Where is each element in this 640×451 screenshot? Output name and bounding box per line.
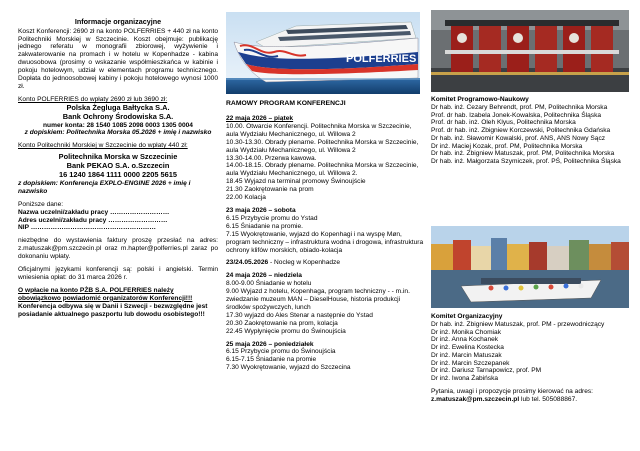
konto2-name1: Politechnika Morska w Szczecinie — [58, 152, 178, 162]
ferry-brand-text: POLFERRIES — [346, 53, 417, 65]
konto1-note: z dopiskiem: Politechnika Morska 05.2026 + imię i nazwisko — [24, 129, 212, 137]
form-line-2: Adres uczelni/zakładu pracy ……………………… — [18, 216, 168, 224]
form-line-3: NIP ………………………………………………… — [18, 224, 156, 232]
program-list — [226, 115, 424, 372]
invoice-note: niezbędne do wystawienia faktury proszę przesłać na adres: z.matuszak@pm.szczecin.pl oraz m.hapter@polferries.pl zaraz po dokonaniu wpłaty. — [18, 237, 218, 261]
committee-member: Dr inż. Monika Chomiak — [431, 328, 501, 336]
contact-phone: lub tel. 505088867. — [519, 395, 578, 403]
program-line: 6.15 Przybycie promu do Ystad — [226, 214, 318, 222]
committee-member: Dr hab. inż. Małgorzata Szymiczek, prof. PŚ, Politechnika Śląska — [431, 158, 621, 166]
program-heading: RAMOWY PROGRAM KONFERENCJI — [226, 100, 346, 107]
konto2-name2: Bank PEKAO S.A. o.Szczecin — [66, 161, 170, 171]
committee-member: Dr hab. inż. Cezary Behrendt, prof. PM, Politechnika Morska — [431, 103, 608, 111]
ferry-photo — [226, 12, 420, 94]
konto1-name1: Polska Żegluga Bałtycka S.A. — [66, 102, 170, 112]
program-line: 22.45 Wypłynięcie promu do Świnoujścia — [226, 327, 346, 335]
program-line: 6.15-7.15 Śniadanie na promie — [226, 356, 317, 364]
day-title: 25 maja 2026 – poniedziałek — [226, 340, 314, 348]
committee-member: Dr inż. Ewelina Kostecka — [431, 344, 504, 352]
program-line: 10.00. Otwarcie Konferencji. Politechnika Morska w Szczecinie, aula Wydziału Mechanicznego, ul. Willowa 2 — [226, 122, 412, 138]
konto1-name2: Bank Ochrony Środowiska S.A. — [62, 111, 174, 121]
day-title: 22 maja 2026 – piątek — [226, 115, 294, 122]
form-intro: Poniższe dane: — [18, 200, 64, 208]
program-line: 6.15 Śniadanie na promie. — [226, 222, 303, 230]
day-title: 24 maja 2026 – niedziela — [226, 272, 302, 280]
contact-email[interactable]: z.matuszak@pm.szczecin.pl — [431, 395, 520, 403]
committee-member: Dr hab. inż. Zbigniew Matuszak, prof. PM, Politechnika Morska — [431, 150, 615, 158]
program-line: 9.00 Wyjazd z hotelu, Kopenhaga, program techniczny - - m.in. zwiedzanie muzeum MAN – DieselHouse, historia produkcji środków spożywczych, lunch — [226, 288, 410, 311]
program-line: 21.30 Zaokrętowanie na prom — [226, 186, 314, 194]
program-line: 18.45 Wyjazd na terminal promowy Świnoujście — [226, 178, 366, 186]
info-column — [18, 18, 218, 451]
form-line-1: Nazwa uczelni/zakładu pracy ……………………… — [18, 208, 170, 216]
konto2-label: Konto Politechniki Morskiej w Szczecinie do wpłaty 440 zł: — [18, 142, 188, 150]
program-line: 8.00-9.00 Śniadanie w hotelu — [226, 280, 312, 288]
program-committee — [431, 96, 631, 166]
program-line: 17.30 wyjazd do Ales Stenar a następnie do Ystad — [226, 311, 373, 319]
org-committee-heading: Komitet Organizacyjny — [431, 313, 503, 320]
ferry-illustration — [226, 12, 420, 94]
program-line: 22.00 Kolacja — [226, 194, 266, 202]
organizing-committee — [431, 313, 631, 403]
harbor-illustration — [431, 226, 629, 308]
committee-member: Dr hab. inż. Sławomir Kowalski, prof. ANS, ANS Nowy Sącz — [431, 134, 606, 142]
info-heading: Informacje organizacyjne — [74, 18, 162, 26]
overnight-note: 23/24.05.2026 - Nocleg w Kopenhadze — [226, 259, 341, 267]
program-line: 20.30 Zaokrętowanie na prom, kolacja — [226, 319, 338, 327]
program-line: 13.30-14.00. Przerwa kawowa. — [226, 154, 317, 162]
committee-member: Prof. dr hab. inż. Zbigniew Korczewski, Politechnika Gdańska — [431, 127, 611, 135]
program-line: 7.15 Wyokrętowanie, wyjazd do Kopenhagi i na wyspę Møn, program techniczny – infrastruktura wodna i drogowa, infrastruktura ochrony klifów morskich, obiado-kolacja — [226, 230, 424, 254]
contact-text: Pytania, uwagi i propozycje prosimy kierować na adres: — [431, 387, 593, 395]
committee-member: Dr inż. Anna Kochanek — [431, 336, 499, 344]
konto1-label: Konto POLFERRIES do wpłaty 2690 zł lub 3690 zł: — [18, 95, 168, 103]
committee-member: Dr inż. Maciej Kozak, prof. PM, Politechnika Morska — [431, 142, 583, 150]
program-line: 10.30-13.30. Obrady plenarne. Politechnika Morska w Szczecinie, aula Wydziału Mechanicznego, ul. Willowa 2 — [226, 138, 419, 154]
konto2-note: z dopiskiem: Konferencja EXPLO-ENGINE 2026 + imię i nazwisko — [18, 179, 191, 195]
committee-member: Dr inż. Marcin Szczepanek — [431, 359, 510, 367]
konto2-number: 16 1240 1864 1111 0000 2205 5615 — [59, 170, 177, 180]
day-title: 23 maja 2026 – sobota — [226, 206, 296, 214]
committee-member: Prof. dr hab. Izabela Jonek-Kowalska, Politechnika Śląska — [431, 111, 602, 119]
cost-paragraph: Koszt Konferencji: 2690 zł na konto POLFERRIES + 440 zł na konto Politechniki Morskiej w Szczecinie. Koszt obejmuje: publikację jednego referatu w monografii zbiorowej, wyżywienie i zakwaterowanie na promach i w hotelu w Kopenhadze - kabina dwuosobowa (prosimy o wskazanie współmieszkańca w kabinie i pokoju hotelowym, udział w elementach programu technicznego. Dopłata do jednoosobowej kabiny i pokoju hotelowego wynosi 1000 zł. — [18, 27, 218, 90]
program-line: 7.30 Wyokrętowanie, wyjazd do Szczecina — [226, 364, 351, 372]
program-line: 14.00-18.15. Obrady plenarne. Politechnika Morska w Szczecinie, aula Wydziału Mechanicznego, ul. Willowa 2. — [226, 162, 419, 178]
warning-payment: O wpłacie na konto PŻB S.A. POLFERRIES należy obowiązkowo powiadomić organizatorów Konferencji!!! — [18, 286, 193, 302]
org-committee-chair: Dr hab. inż. Zbigniew Matuszak, prof. PM - przewodniczący — [431, 320, 605, 328]
committee-member: Prof. dr hab. inż. Oleh Klyus, Politechnika Morska — [431, 119, 576, 127]
copenhagen-harbor-photo — [431, 226, 629, 308]
committee-member: Dr inż. Dariusz Tarnapowicz, prof. PM — [431, 367, 542, 375]
konto1-number: numer konta: 28 1540 1085 2098 0003 1305 0004 — [43, 121, 193, 129]
committee-member: Dr inż. Iwona Żabińska — [431, 375, 499, 383]
program-committee-heading: Komitet Programowo-Naukowy — [431, 96, 529, 103]
committee-member: Dr inż. Marcin Matuszak — [431, 351, 502, 359]
languages-note: Oficjalnymi językami konferencji są: polski i angielski. Termin wniesienia opłat: do 31 marca 2026 r. — [18, 266, 218, 281]
engine-room-photo — [431, 10, 629, 92]
engine-illustration — [431, 10, 629, 92]
warning-passport: Konferencja odbywa się w Danii i Szwecji - bezwzględne jest posiadanie aktualnego paszportu lub dowodu osobistego!!! — [18, 302, 208, 318]
program-line: 6.15 Przybycie promu do Świnoujścia — [226, 348, 336, 356]
